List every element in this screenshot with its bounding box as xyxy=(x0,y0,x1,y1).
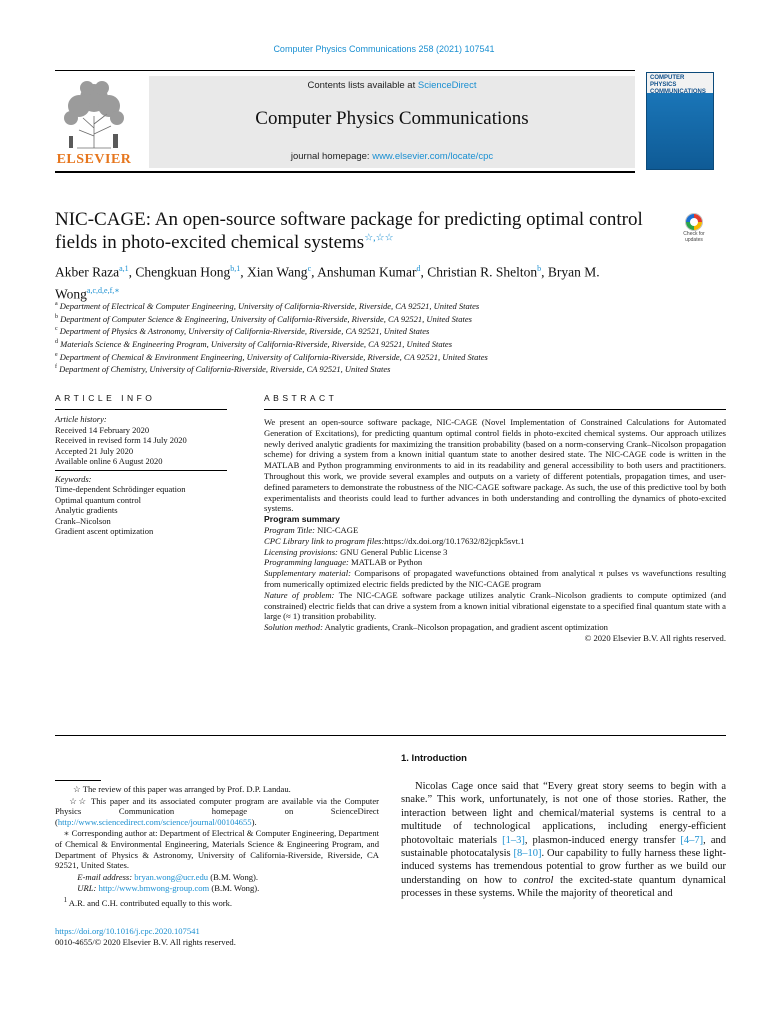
program-summary-value: GNU General Public License 3 xyxy=(337,546,448,557)
doi-link[interactable]: https://doi.org/10.1016/j.cpc.2020.107541 xyxy=(55,926,200,936)
paper-title: NIC-CAGE: An open-source software package for predicting optimal control fields in photo-excited chemical systems☆,☆☆ xyxy=(55,209,643,253)
author-separator: , xyxy=(420,264,428,280)
abstract-body xyxy=(264,417,726,644)
footnote-review: ☆ The review of this paper was arranged by Prof. D.P. Landau. xyxy=(73,784,291,794)
program-summary-value: NIC-CAGE xyxy=(315,524,359,535)
affiliation-text: Materials Science & Engineering Program, University of California-Riverside, Riverside, CA 92521, United States xyxy=(60,338,453,349)
group-website-link[interactable]: http://www.bmwong-group.com xyxy=(98,883,210,894)
keyword: Analytic gradients xyxy=(55,505,118,515)
affiliation-text: Department of Physics & Astronomy, University of California-Riverside, Riverside, CA 92521, United States xyxy=(59,326,430,337)
keyword: Time-dependent Schrödinger equation xyxy=(55,484,186,494)
footnote-url: URL: http://www.bmwong-group.com (B.M. Wong). xyxy=(77,883,260,894)
article-info-rule xyxy=(55,409,227,410)
journal-homepage-line: journal homepage: www.elsevier.com/locate/cpc xyxy=(290,151,494,162)
front-matter-bottom-rule xyxy=(55,735,726,736)
affiliation-mark: c xyxy=(55,326,58,333)
author-affiliation-marks[interactable]: b,1 xyxy=(230,264,241,273)
article-info xyxy=(55,414,227,537)
program-summary-value[interactable]: https://dx.doi.org/10.17632/82jcpk5svt.1 xyxy=(384,535,525,546)
cover-title: COMPUTER PHYSICS COMMUNICATIONS xyxy=(650,75,706,95)
author-list xyxy=(55,260,615,303)
article-info-heading: ARTICLE INFO xyxy=(55,393,156,403)
author-separator: , xyxy=(240,264,248,280)
email-link[interactable]: bryan.wong@ucr.edu xyxy=(134,871,209,882)
sciencedirect-link[interactable]: ScienceDirect xyxy=(417,80,477,91)
affiliation-line xyxy=(55,324,695,337)
program-summary-label: Licensing provisions: xyxy=(264,546,338,557)
program-summary-item xyxy=(264,622,726,633)
citation-1-3[interactable]: [1–3] xyxy=(502,834,525,846)
article-history-label: Article history: xyxy=(55,414,107,424)
author-affiliation-marks[interactable]: a,1 xyxy=(119,264,129,273)
author-name[interactable]: Akber Raza xyxy=(55,264,120,280)
history-entry: Available online 6 August 2020 xyxy=(55,456,163,466)
journal-homepage-link[interactable]: www.elsevier.com/locate/cpc xyxy=(372,151,494,162)
affiliation-mark: a xyxy=(55,301,58,307)
author-affiliation-marks[interactable]: a,c,d,e,f,∗ xyxy=(86,285,120,295)
author-affiliation-marks[interactable]: b xyxy=(537,264,542,273)
footnote-corresponding: ∗ Corresponding author at: Department of Electrical & Computer Engineering, Department of Chemical & Environmental Engineering, Materials Science & Engineering Program, and Department of Physics & Astronomy, University of California-Riverside, Riverside, CA 92521, United States. xyxy=(55,828,379,871)
page-footer xyxy=(55,926,385,947)
elsevier-wordmark: ELSEVIER xyxy=(56,152,132,167)
journal-reference[interactable]: Computer Physics Communications 258 (2021) 107541 xyxy=(273,44,495,54)
program-summary-item xyxy=(264,590,726,622)
citation-8-10[interactable]: [8–10] xyxy=(513,848,542,860)
title-footnote-marks[interactable]: ☆,☆☆ xyxy=(364,232,394,244)
program-summary-label: Solution method: xyxy=(264,622,323,633)
author-name[interactable]: Chengkuan Hong xyxy=(135,264,231,280)
check-updates-icon xyxy=(676,212,712,232)
affiliation-mark: d xyxy=(55,338,58,345)
affiliation-text: Department of Chemical & Environment Engineering, University of California-Riverside, Riverside, CA 92521, United States xyxy=(59,351,488,362)
footnotes xyxy=(55,784,379,909)
elsevier-tree-icon xyxy=(55,78,133,152)
program-summary-value: MATLAB or Python xyxy=(348,557,423,568)
affiliation-line xyxy=(55,350,695,363)
introduction-heading: 1. Introduction xyxy=(401,753,467,764)
history-entry: Accepted 21 July 2020 xyxy=(55,445,134,456)
affiliation-list xyxy=(55,299,695,375)
affiliation-mark: b xyxy=(55,313,58,320)
introduction-paragraph: Nicolas Cage once said that “Every great story seems to begin with a snake.” This work, unfortunately, is not one of those stories. Rather, the interaction between light and chemical/material systems is central to a multitude of technological applications, including energy-efficient photovoltaic materials [1–3], plasmon-induced energy transfer [4–7], and sustainable photocatalysis [8–10]. Our capability to fully harness these light-induced systems has tremendous potential to grow further as we build our understanding on how to control the excited-state quantum dynamical processes in these systems. While the majority of theoretical and xyxy=(401,781,726,900)
affiliation-line xyxy=(55,337,695,350)
program-summary-heading: Program summary xyxy=(264,514,340,525)
author-name[interactable]: Bryan M. Wong xyxy=(55,264,600,301)
program-summary-label: Program Title: xyxy=(264,524,316,535)
affiliation-text: Department of Electrical & Computer Engineering, University of California-Riverside, Riverside, CA 92521, United States xyxy=(59,300,480,311)
affiliation-mark: f xyxy=(55,364,57,371)
journal-title[interactable]: Computer Physics Communications xyxy=(255,108,529,129)
program-summary-value: Analytic gradients, Crank–Nicolson propagation, and gradient ascent optimization xyxy=(322,622,608,633)
keyword: Gradient ascent optimization xyxy=(55,526,154,536)
affiliation-line xyxy=(55,312,695,325)
program-summary-item xyxy=(264,525,726,536)
program-summary-item xyxy=(264,557,726,568)
article-history xyxy=(55,425,227,467)
keyword: Crank–Nicolson xyxy=(55,515,111,526)
citation-4-7[interactable]: [4–7] xyxy=(680,834,704,846)
program-summary-label: Programming language: xyxy=(264,557,349,568)
program-summary-label: CPC Library link to program files: xyxy=(264,535,385,546)
keywords-label: Keywords: xyxy=(55,473,92,484)
program-summary-value: The NIC-CAGE software package utilizes analytic Crank–Nicolson gradients to compute optimized (and constrained) electric fields that can drive a system from a known initial vibrational eigenstate to a specified final quantum state with a large (≈ 1) transition probability. xyxy=(264,589,726,622)
affiliation-line xyxy=(55,299,695,312)
affiliation-line xyxy=(55,362,695,375)
program-summary-label: Nature of problem: xyxy=(264,589,335,600)
abstract-heading: ABSTRACT xyxy=(264,393,338,403)
program-summary-label: Supplementary material: xyxy=(264,568,351,579)
program-summary-value: Comparisons of propagated wavefunctions obtained from analytical π pulses vs wavefunctions resulting from numerically optimized electric fields predicted by the NIC-CAGE program xyxy=(264,568,726,589)
abstract-rule xyxy=(264,409,726,410)
author-name[interactable]: Christian R. Shelton xyxy=(427,264,538,280)
abstract-text: We present an open-source software package, NIC-CAGE (Novel Implementation of Constrained Calculations for Automated Generation of Excitations), for predicting quantum optimal control fields in photo-excited chemical systems. Our approach utilizes newly derived analytic gradients for maximizing the transition probability (based on a norm-conserving Crank–Nicolson propagation scheme) for driving a system from a known initial quantum state to another desired state. The NIC-CAGE code is written in the MATLAB and Python programming environments to aid in its readability and general accessibility to both users and practitioners. Throughout this work, we provide several examples and outputs on a variety of different potentials, propagation times, and user-defined parameters to demonstrate the robustness of the NIC-CAGE software package. As such, the use of this predictive tool by both experimentalists and theorists could lead to further advances in both understanding and controlling the dynamics of photo-excited systems. xyxy=(264,417,726,514)
sciencedirect-journal-link[interactable]: http://www.sciencedirect.com/science/journal/00104655 xyxy=(57,816,252,827)
program-summary-item xyxy=(264,536,726,547)
footnote-email: E-mail address: bryan.wong@ucr.edu (B.M. Wong). xyxy=(77,871,259,882)
footnote-rule xyxy=(55,780,101,781)
program-summary-item xyxy=(264,547,726,558)
elsevier-logo[interactable] xyxy=(55,78,133,166)
author-affiliation-marks[interactable]: d xyxy=(416,264,421,273)
contents-line: Contents lists available at ScienceDirect xyxy=(307,80,477,91)
check-updates-label: Check for updates xyxy=(683,231,705,243)
history-entry: Received 14 February 2020 xyxy=(55,424,150,435)
header-top-rule xyxy=(55,70,635,71)
author-name[interactable]: Anshuman Kumar xyxy=(317,264,417,280)
program-summary xyxy=(264,525,726,633)
footnote-equal-contribution: $^1$ A.R. and C.H. contributed equally to this work. xyxy=(63,895,233,908)
issn-copyright: 0010-4655/© 2020 Elsevier B.V. All rights reserved. xyxy=(55,936,236,947)
affiliation-text: Department of Chemistry, University of California-Riverside, Riverside, CA 92521, United States xyxy=(59,363,391,374)
check-for-updates-badge[interactable] xyxy=(676,212,712,248)
journal-cover-thumbnail[interactable] xyxy=(646,72,714,170)
header-bottom-rule xyxy=(55,171,635,173)
abstract-copyright: © 2020 Elsevier B.V. All rights reserved. xyxy=(584,632,726,643)
program-summary-item xyxy=(264,568,726,590)
author-affiliation-marks[interactable]: c xyxy=(307,264,312,273)
author-separator: , xyxy=(128,264,136,280)
keyword: Optimal quantum control xyxy=(55,494,141,505)
affiliation-mark: e xyxy=(55,351,58,358)
author-name[interactable]: Xian Wang xyxy=(247,264,308,280)
author-separator: , xyxy=(541,264,548,280)
keyword-list xyxy=(55,484,227,537)
footnote-availability: ☆☆ This paper and its associated computer program are available via the Computer Physics Communication homepage on ScienceDirect (http://www.sciencedirect.com/science/journal/00104655). xyxy=(55,795,379,827)
history-entry: Received in revised form 14 July 2020 xyxy=(55,435,187,445)
affiliation-text: Department of Computer Science & Engineering, University of California-Riverside, Riverside, CA 92521, United States xyxy=(60,313,472,324)
author-separator: , xyxy=(311,264,318,280)
